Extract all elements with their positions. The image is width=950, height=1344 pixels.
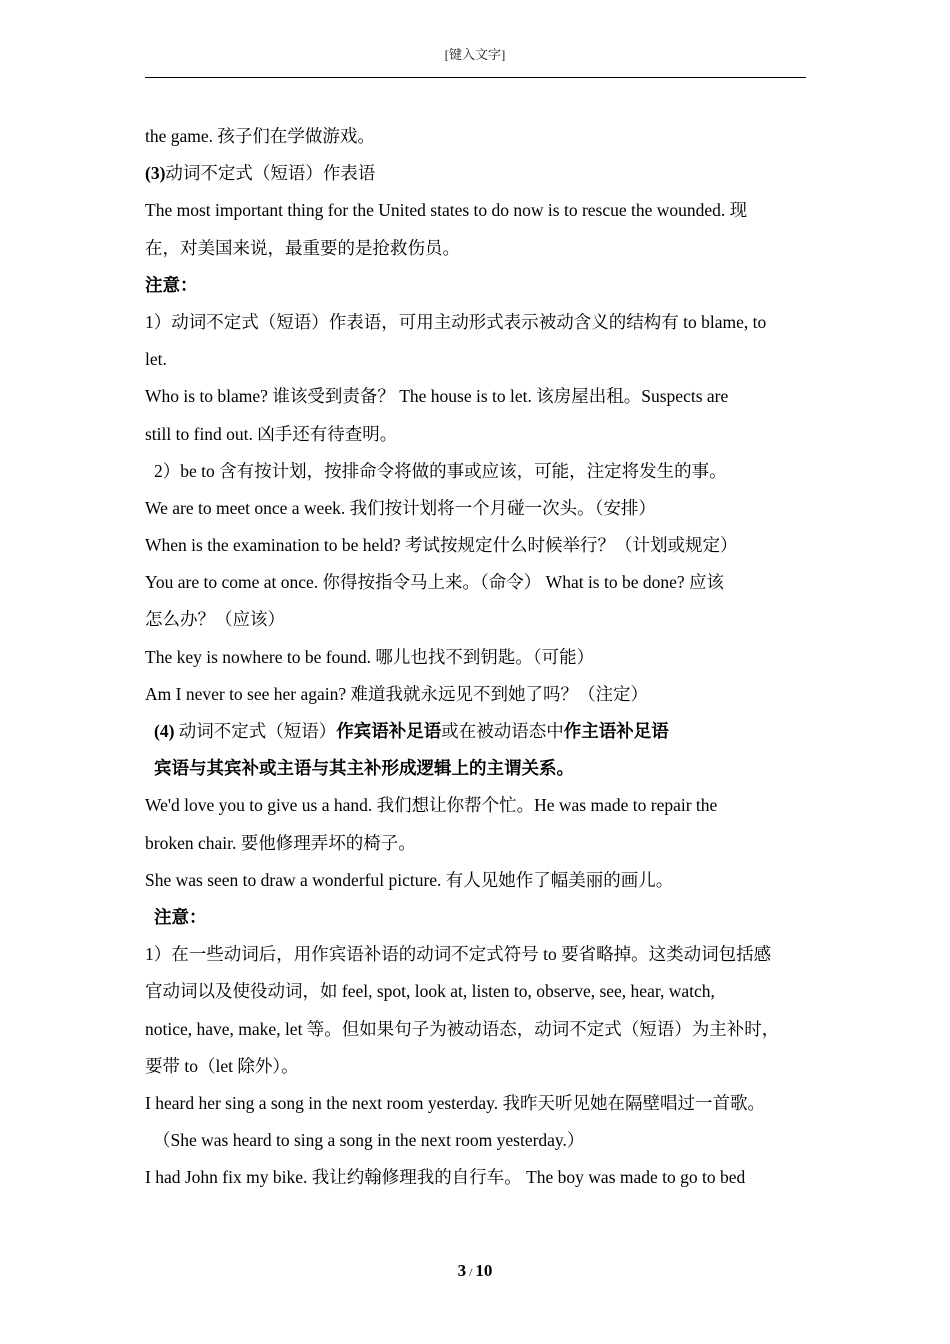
section-heading: (4) 动词不定式（短语）作宾语补足语或在被动语态中作主语补足语 [154,721,669,741]
text-line: When is the examination to be held? 考试按规定什么时候举行？（计划或规定） [145,535,738,556]
text-line: （She was heard to sing a song in the next room yesterday.） [153,1130,585,1151]
note-heading: 注意： [154,906,207,927]
text-line: Who is to blame? 谁该受到责备？ The house is to let. 该房屋出租。Suspects are [145,386,729,407]
text-line: 1）动词不定式（短语）作表语，可用主动形式表示被动含义的结构有 to blame, to [145,311,767,332]
note-heading: 注意： [145,274,198,295]
text-line: 在，对美国来说，最重要的是抢救伤员。 [145,237,460,258]
text-line: (3)动词不定式（短语）作表语 [145,163,376,184]
text-line: the game. 孩子们在学做游戏。 [145,126,375,146]
text-line: 2）be to 含有按计划，按排命令将做的事或应该，可能，注定将发生的事。 [154,460,727,481]
text-line: 官动词以及使役动词，如 feel, spot, look at, listen to, observe, see, hear, watch, [145,981,715,1002]
text-line: She was seen to draw a wonderful picture. 有人见她作了幅美丽的画儿。 [145,869,674,890]
text-line: notice, have, make, let 等。但如果句子为被动语态，动词不定式（短语）为主补时， [145,1018,780,1039]
text-line: We'd love you to give us a hand. 我们想让你帮个忙。He was made to repair the [145,795,718,816]
text-line: 要带 to（let 除外）。 [145,1055,299,1076]
section-subheading: 宾语与其宾补或主语与其主补形成逻辑上的主谓关系。 [154,758,574,779]
text-line: I had John fix my bike. 我让约翰修理我的自行车。 The boy was made to go to bed [145,1167,746,1188]
text-line: The most important thing for the United states to do now is to rescue the wounded. 现 [145,200,748,221]
text-line: I heard her sing a song in the next room yesterday. 我昨天听见她在隔壁唱过一首歌。 [145,1092,766,1113]
text-line: 1）在一些动词后，用作宾语补语的动词不定式符号 to 要省略掉。这类动词包括感 [145,944,772,965]
text-line: The key is nowhere to be found. 哪儿也找不到钥匙。（可能） [145,646,595,667]
text-line: We are to meet once a week. 我们按计划将一个月碰一次头。（安排） [145,497,656,518]
text-line: still to find out. 凶手还有待查明。 [145,423,398,444]
page-header: [键入文字] [444,47,506,62]
document-body [145,118,815,1196]
header-rule [145,77,806,78]
page-number: 3 / 10 [457,1261,493,1280]
text-line: broken chair. 要他修理弄坏的椅子。 [145,832,416,853]
text-line: You are to come at once. 你得按指令马上来。（命令） What is to be done? 应该 [145,572,725,593]
text-line: 怎么办？（应该） [145,609,285,630]
text-line: let. [145,349,167,370]
text-line: Am I never to see her again? 难道我就永远见不到她了吗？（注定） [145,683,649,704]
